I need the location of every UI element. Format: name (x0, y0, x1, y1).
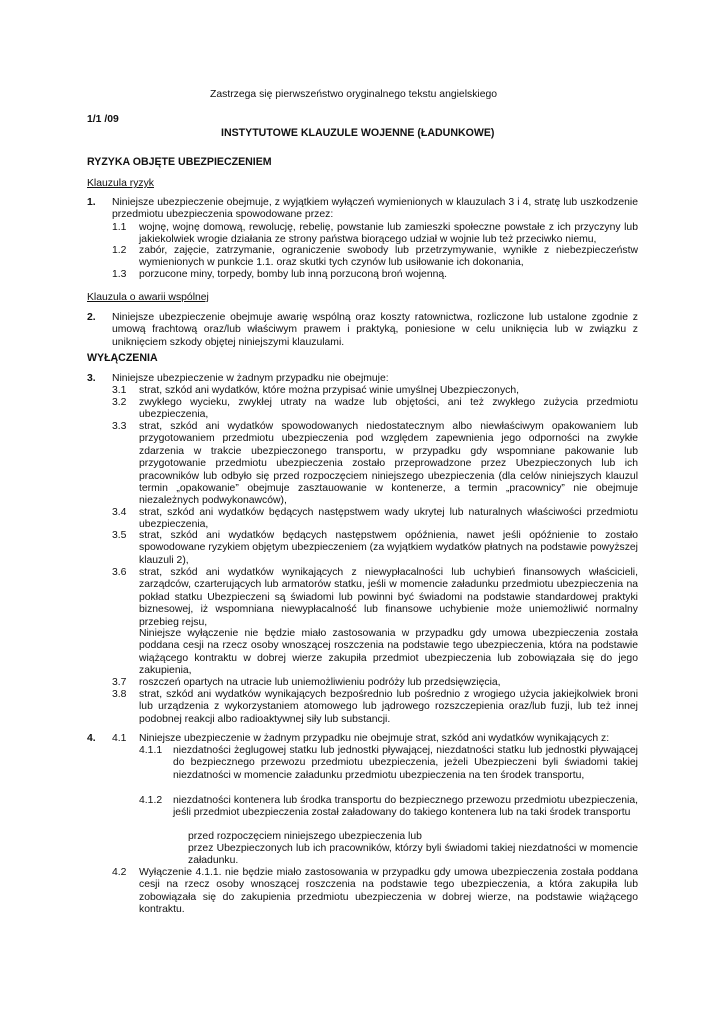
item-text: strat, szkód ani wydatków, które można przypisać winie umyślnej Ubezpieczonych, (139, 385, 519, 396)
item-text: porzucone miny, torpedy, bomby lub inną porzuconą broń wojenną. (139, 269, 448, 280)
clause-number: 2. (87, 312, 96, 323)
item-text: niezdatności żeglugowej statku lub jednostki pływającej, niezdatności statku lub jednostki pływającej do bezpiecznego przewozu przedmiotu ubezpieczenia, jeżeli Ubezpieczeni byli świadomi takiej niezdatności w momencie załadunku przedmiotu ubezpieczenia na ten środek transportu, (173, 745, 638, 781)
item-text: Niniejsze wyłączenie nie będzie miało zastosowania w przypadku gdy umowa ubezpieczenia została poddana cesji na rzecz osoby wnoszącej roszczenia na podstawie tego ubezpieczenia, która na podstawie wiążącego kontraktu w dobrej wierze zakupiła przedmiot ubezpieczenia lub zobowiązała się do jego zakupienia, (139, 628, 638, 677)
item-number: 3.2 (112, 397, 127, 408)
clause-text: Niniejsze ubezpieczenie obejmuje awarię wspólną oraz koszty ratownictwa, rozliczone lub ustalone zgodnie z umową frachtową oraz/lub właściwym prawem i praktyką, poniesione w celu uniknięcia lub w związku z uniknięciem szkody objętej niniejszymi klauzulami. (112, 312, 638, 348)
item-number: 3.7 (112, 677, 127, 688)
item-text: niezdatności kontenera lub środka transportu do bezpiecznego przewozu przedmiotu ubezpieczenia, jeśli przedmiot ubezpieczenia został załadowany do takiego kontenera lub na taki środek transportu (173, 795, 638, 819)
priority-note: Zastrzega się pierwszeństwo oryginalnego tekstu angielskiego (210, 89, 498, 100)
clause-text: Niniejsze ubezpieczenie obejmuje, z wyjątkiem wyłączeń wymienionych w klauzulach 3 i 4, stratę lub uszkodzenie przedmiotu ubezpieczenia spowodowane przez: (112, 197, 638, 221)
item-text: strat, szkód ani wydatków wynikających bezpośrednio lub pośrednio z wrogiego użycia jakiejkolwiek broni lub urządzenia z wykorzystaniem atomowego lub jądrowego rozszczepienia oraz/lub fuzji, lub też innej podobnej reakcji albo radioaktywnej siły lub substancji. (139, 689, 638, 725)
item-number: 3.8 (112, 689, 127, 700)
document-title: INSTYTUTOWE KLAUZULE WOJENNE (ŁADUNKOWE) (221, 127, 495, 139)
section-heading-exclusions: WYŁĄCZENIA (87, 352, 158, 364)
item-number: 1.3 (112, 269, 127, 280)
item-number: 4.1.2 (139, 795, 163, 806)
item-number: 3.1 (112, 385, 127, 396)
clause-number: 1. (87, 197, 96, 208)
item-number: 1.2 (112, 245, 127, 256)
item-number: 3.3 (112, 421, 127, 432)
subheading-general-average: Klauzula o awarii wspólnej (87, 292, 209, 303)
item-text: zwykłego wycieku, zwykłej utraty na wadze lub objętości, ani też zwykłego zużycia przedmiotu ubezpieczenia, (139, 397, 638, 421)
item-text: Wyłączenie 4.1.1. nie będzie miało zastosowania w przypadku gdy umowa ubezpieczenia została poddana cesji na rzecz osoby wnoszącej roszczenia na podstawie tego ubezpieczenia, a która zakupiła lub zobowiązała się do zakupienia przedmiotu ubezpieczenia w dobrej wierze, na podstawie wiążącego kontraktu. (139, 867, 638, 916)
item-text: strat, szkód ani wydatków będących następstwem opóźnienia, nawet jeśli opóźnienie to zostało spowodowane ryzykiem objętym ubezpieczeniem (za wyjątkiem wydatków płatnych na podstawie powyższej klauzuli 2), (139, 530, 638, 566)
clause-number: 4. (87, 733, 96, 744)
item-text: przez Ubezpieczonych lub ich pracowników, którzy byli świadomi takiej niezdatności w momencie załadunku. (188, 843, 638, 867)
item-text: strat, szkód ani wydatków spowodowanych niedostatecznym albo niewłaściwym opakowaniem lub przygotowaniem przedmiotu ubezpieczenia pod względem zapewnienia jego odporności na zwykłe zdarzenia w trakcie ubezpieczonego transportu, w przypadku gdy wspomniane pakowanie lub przygotowanie przedmiotu ubezpieczenia zostało przeprowadzone przez Ubezpieczonych lub ich pracowników lub odbyło się przed rozpoczęciem niniejszego ubezpieczenia (dla celów niniejszych klauzul termin „opakowanie” obejmuje zasztauowanie w kontenerze, a termin „pracownicy” nie obejmuje niezależnych podwykonawców), (139, 421, 638, 507)
item-number: 4.2 (112, 867, 127, 878)
section-heading-covered-risks: RYZYKA OBJĘTE UBEZPIECZENIEM (87, 156, 272, 168)
item-number: 4.1.1 (139, 745, 163, 756)
item-number: 4.1 (112, 733, 127, 744)
item-text: strat, szkód ani wydatków będących następstwem wady ukrytej lub naturalnych właściwości przedmiotu ubezpieczenia, (139, 507, 638, 531)
item-text: strat, szkód ani wydatków wynikających z niewypłacalności lub uchybień finansowych właścicieli, zarządców, czarterujących lub armatorów statku, jeśli w momencie załadunku przedmiotu ubezpieczenia na pokład statku Ubezpieczeni są świadomi lub powinni być świadomi na podstawie standardowej praktyki biznesowej, iż wspomniana niewypłacalność lub finansowe uchybienie może uniemożliwić normalny przebieg rejsu, (139, 567, 638, 628)
item-number: 1.1 (112, 222, 127, 233)
item-number: 3.5 (112, 530, 127, 541)
clause-text: Niniejsze ubezpieczenie w żadnym przypadku nie obejmuje: (112, 373, 389, 384)
clause-code: 1/1 /09 (87, 114, 119, 125)
item-text: wojnę, wojnę domową, rewolucję, rebelię, powstanie lub zamieszki społeczne powstałe z ich przyczyny lub jakiekolwiek wrogie działania ze strony państwa biorącego udział w wojnie lub też przeciwko niemu, (139, 222, 638, 246)
item-text: roszczeń opartych na utracie lub uniemożliwieniu podróży lub przedsięwzięcia, (139, 677, 501, 688)
clause-number: 3. (87, 373, 96, 384)
subheading-risks-clause: Klauzula ryzyk (87, 178, 154, 189)
item-text: przed rozpoczęciem niniejszego ubezpieczenia lub (188, 831, 422, 842)
item-number: 3.6 (112, 567, 127, 578)
item-text: Niniejsze ubezpieczenie w żadnym przypadku nie obejmuje strat, szkód ani wydatków wynikających z: (139, 733, 610, 744)
item-number: 3.4 (112, 507, 127, 518)
item-text: zabór, zajęcie, zatrzymanie, ograniczenie swobody lub przetrzymywanie, wynikłe z niebezpieczeństw wymienionych w punkcie 1.1. oraz skutki tych czynów lub usiłowanie ich dokonania, (139, 245, 638, 269)
